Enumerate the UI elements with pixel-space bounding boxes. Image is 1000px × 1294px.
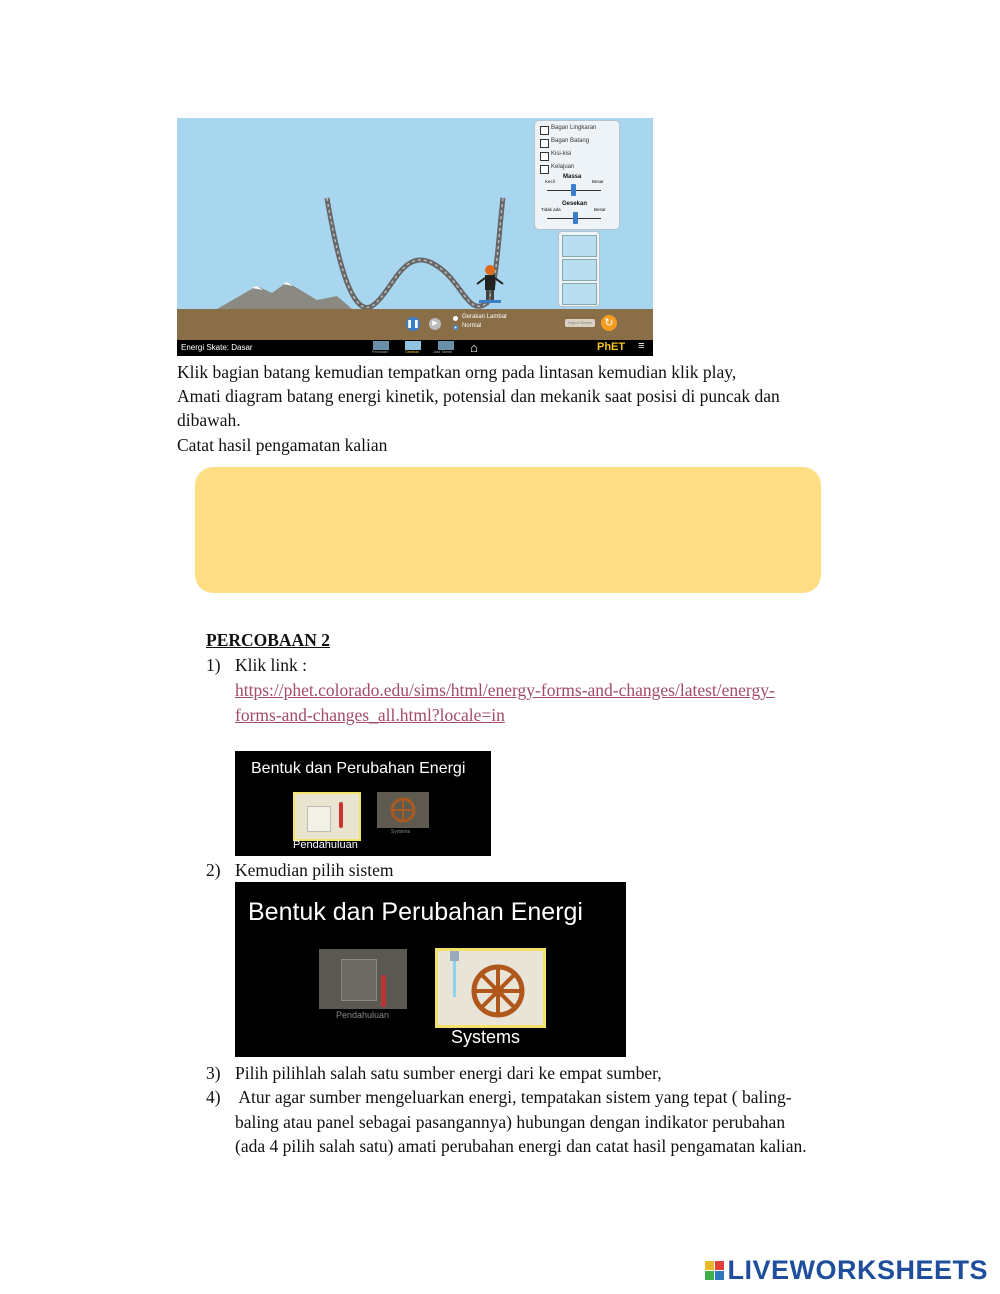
- systems-screen-label: Systems: [391, 829, 411, 835]
- intro-line-2: Amati diagram batang energi kinetik, potensial dan mekanik saat posisi di puncak dan: [177, 386, 780, 406]
- navigation-bar: [177, 340, 653, 356]
- option-label: Kisi-kisi: [551, 151, 572, 157]
- ground: [177, 309, 653, 341]
- step-number: 2): [206, 860, 221, 880]
- intro-line-4: Catat hasil pengamatan kalian: [177, 435, 388, 455]
- sim-title: Bentuk dan Perubahan Energi: [248, 898, 583, 926]
- radio-slow[interactable]: [453, 316, 458, 321]
- step-number: 3): [206, 1063, 221, 1083]
- home-icon[interactable]: ⌂: [470, 340, 478, 355]
- track-option[interactable]: [562, 235, 597, 257]
- experiment-heading: PERCOBAAN 2: [206, 630, 330, 650]
- intro-line-3: dibawah.: [177, 410, 241, 430]
- friction-slider[interactable]: [573, 212, 578, 224]
- waterwheel-icon: [377, 792, 429, 828]
- slow-label: Gerakan Lambat: [462, 314, 507, 320]
- thermometer-icon: [339, 802, 343, 828]
- option-label: Kelajuan: [551, 164, 575, 170]
- checkbox-bar-chart[interactable]: [540, 139, 549, 148]
- skate-sim-screenshot: [177, 118, 653, 356]
- reset-icon[interactable]: ↻: [601, 315, 617, 331]
- tab-intro-thumb[interactable]: [373, 341, 389, 350]
- friction-max-label: Besar: [594, 207, 606, 212]
- track-selector: [558, 231, 600, 307]
- tab-friction-thumb[interactable]: [405, 341, 421, 350]
- option-label: Bagan Lingkaran: [551, 125, 597, 131]
- sim-title: Bentuk dan Perubahan Energi: [251, 760, 466, 777]
- menu-icon[interactable]: ≡: [638, 340, 645, 352]
- app-title: Energi Skate: Dasar: [181, 343, 253, 352]
- step-1-text: Klik link :: [235, 655, 307, 675]
- mass-max-label: Besar: [592, 179, 604, 184]
- tab-intro-label: Pemulaan: [372, 350, 388, 354]
- normal-label: Normal: [462, 323, 482, 329]
- step-3-text: Pilih pilihlah salah satu sumber energi dari ke empat sumber,: [235, 1063, 662, 1083]
- step-4-line-3: (ada 4 pilih salah satu) amati perubahan energi dan catat hasil pengamatan kalian.: [235, 1136, 807, 1156]
- systems-selection-image: [235, 882, 626, 1057]
- step-2-text: Kemudian pilih sistem: [235, 860, 394, 880]
- tab-playground-thumb[interactable]: [438, 341, 454, 350]
- checkbox-speed[interactable]: [540, 165, 549, 174]
- mass-min-label: Kecil: [545, 179, 555, 184]
- phet-logo: PhET: [597, 341, 626, 353]
- step-number: 4): [206, 1087, 221, 1107]
- screen-selection-image: [235, 751, 491, 856]
- friction-min-label: Tidak ada: [541, 207, 561, 212]
- waterwheel-icon: [438, 951, 543, 1025]
- phet-link-line-1[interactable]: https://phet.colorado.edu/sims/html/energy-forms-and-changes/latest/energy-: [235, 680, 775, 700]
- step-4-line-2: baling atau panel sebagai pasangannya) hubungan dengan indikator perubahan: [235, 1112, 786, 1132]
- phet-link-line-2[interactable]: forms-and-changes_all.html?locale=in: [235, 705, 505, 725]
- checkbox-grid[interactable]: [540, 152, 549, 161]
- intro-screen-label: Pendahuluan: [336, 1010, 390, 1020]
- step-button[interactable]: ▶: [429, 318, 441, 330]
- systems-screen-thumb[interactable]: [435, 948, 546, 1028]
- intro-line-1: Klik bagian batang kemudian tempatkan orng pada lintasan kemudian klik play,: [177, 362, 737, 382]
- mass-slider[interactable]: [571, 184, 576, 196]
- systems-screen-label: Systems: [451, 1027, 521, 1047]
- tab-playground-label: Jalur Taman: [433, 350, 453, 354]
- step-4-line-1: Atur agar sumber mengeluarkan energi, tempatakan sistem yang tepat ( baling-: [235, 1087, 792, 1107]
- return-skater-button[interactable]: Hapus Skater: [565, 319, 595, 327]
- step-number: 1): [206, 655, 221, 675]
- skate-track[interactable]: [327, 198, 503, 308]
- intro-screen-thumb[interactable]: [319, 949, 407, 1009]
- mountains: [217, 282, 352, 309]
- option-label: Bagan Batang: [551, 138, 590, 144]
- friction-label: Gesekan: [562, 201, 588, 207]
- liveworksheets-logo: [705, 1255, 988, 1285]
- answer-box[interactable]: [195, 467, 821, 593]
- pause-button[interactable]: ❚❚: [406, 317, 420, 331]
- mass-label: Massa: [563, 174, 582, 180]
- intro-screen-thumb[interactable]: [293, 792, 361, 841]
- radio-normal[interactable]: [453, 325, 458, 330]
- thermometer-icon: [381, 975, 386, 1007]
- footer-brand: LIVEWORKSHEETS: [727, 1254, 988, 1285]
- logo-mark: [705, 1261, 724, 1280]
- tab-friction-label: Gesekan: [405, 350, 420, 354]
- systems-screen-thumb[interactable]: [377, 792, 429, 828]
- track-option[interactable]: [562, 259, 597, 281]
- intro-screen-label: Pendahuluan: [293, 839, 358, 851]
- checkbox-pie-chart[interactable]: [540, 126, 549, 135]
- options-panel: [534, 120, 620, 230]
- track-option[interactable]: [562, 283, 597, 305]
